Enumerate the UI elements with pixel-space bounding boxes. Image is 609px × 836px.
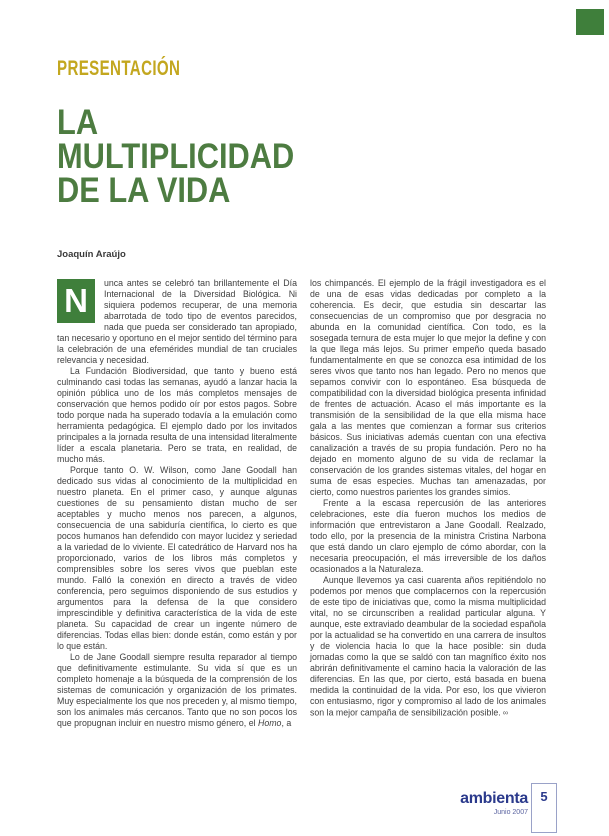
paragraph [57, 278, 297, 366]
body-text: La Fundación Biodiversidad, que tanto y bueno está culminando casi todas las semanas, ayudó a lanzar hacia la opinión pública uno de los más completos mensajes de conservación que hemos podido oír por estos pagos. Sobre todo porque nada ha superado todavía a la emulación como herramienta pedagógica. El ejemplo dado por los invitados principales a la jornada resulta de una intensidad literalmente líder a escala planetaria. Pero se trata, en realidad, de mucho más. [57, 366, 297, 464]
page-number-box [531, 783, 557, 833]
body-text: unca antes se celebró tan brillantemente el Día Internacional de la Diversidad Biológica. Ni siquiera podemos recuperar, de una memoria abarrotada de todo tipo de eventos parecidos, nada que pueda ser considerado tan apropiado, tan necesario y oportuno en el mejor sentido del término para la celebración de una efemérides mundial de tan cruciales relevancia y necesidad. [57, 278, 297, 365]
title-line-2: MULTIPLICIDAD [57, 137, 295, 176]
title-line-1: LA [57, 103, 99, 142]
paragraph [57, 652, 297, 729]
end-of-article-mark: ∞ [502, 708, 509, 717]
paragraph [57, 366, 297, 465]
body-text: Porque tanto O. W. Wilson, como Jane Goodall han dedicado sus vidas al conocimiento de la multiplicidad en nuestro planeta. En el primer caso, y aunque algunas cuestiones de su pensamiento distan mucho de ser aceptables y mucho menos nos parecen, a algunos, consecuencia de una sabiduría científica, lo cierto es que pocos humanos han defendido con mayor lucidez y seriedad a la variedad de lo viviente. El catedrático de Harvard nos ha proporcionado, varios de los libros más completos y comprensibles sobre los seres vivos que pueblan este mundo. Falló la conexión en directo a través de video conferencia, pero seguimos disponiendo de sus estudios y argumentos para la defensa de la que considero imprescindible y definitiva característica de la vida de este planeta. Su capacidad de crear un ingente número de diferencias. Todas ellas bien: donde están, como están y por lo que están. [57, 465, 297, 651]
paragraph [57, 465, 297, 652]
italic-text: Homo [257, 718, 282, 728]
body-text: Frente a la escasa repercusión de las anteriores celebraciones, este día fueron muchos los medios de información que entrevistaron a Jane Goodall. Realzado, todo ello, por la presencia de la ministra Cristina Narbona que está dando un claro ejemplo de cómo abordar, con la necesaria preocupación, el más irreversible de los daños ocasionados a la Naturaleza. [310, 498, 546, 574]
paragraph [310, 498, 546, 575]
footer-magazine-name: ambienta [460, 790, 528, 807]
body-text: , a [281, 718, 292, 728]
body-text: Aunque llevemos ya casi cuarenta años repitiéndolo no podemos por menos que complacernos con la repercusión de este tipo de iniciativas que, como la misma multiplicidad vital, no se circunscriben a realidad particular alguna. Y aunque, este extraviado deambular de la sociedad española por la actualidad se ha convertido en una carrera de insultos y de violencia hacia lo que la hace posible: sin duda jornadas como la que se saldó con tan magnífico éxito nos abrirán definitivamente el camino hacia la valoración de las diferencias. En las que, por cierto, está basada en buena medida la continuidad de la vida. Por eso, los que vivieron con entusiasmo, rigor y compromiso al lado de los animales son la mejor campaña de sensibilización posible. [310, 575, 546, 718]
page-title [57, 103, 295, 210]
page-number: 5 [540, 789, 548, 804]
footer-issue-date: Junio 2007 [493, 809, 528, 816]
body-text: los chimpancés. El ejemplo de la frágil investigadora es el de una de esas vidas dedicadas por completo a la coherencia. Es decir, que estudia sin descartar las consecuencias de un compromiso que por desgracia no abunda en la comunidad científica. Con todo, es la sosegada ternura de esta mujer lo que mejor la define y con la que llega más lejos. Su primer empeño queda basado fundamentalmente en que se conozca esa intimidad de los seres vivos que tanto nos han legado. Pero no menos que sepamos convivir con lo espontáneo. Esa búsqueda de compatibilidad con la diversidad biológica presenta infinidad de frentes de actuación. Acaso el más importante es la transmisión de la sensibilidad de la que ella misma hace gala a las mentes que comienzan a formar sus criterios básicos. Sus iniciativas además cuentan con una efectiva canalización a través de su propia fundación. Pero no ha dejado en momento alguno de su vida de reclamar la conservación de los grandes sistemas vitales, del hogar en suma de esas especies. Muchas tan amenazadas, por cierto, como nuestros parientes los grandes simios. [310, 278, 546, 497]
paragraph [310, 278, 546, 498]
paragraph [310, 575, 546, 719]
article-column-left [57, 278, 297, 729]
section-label: PRESENTACIÓN [57, 57, 181, 80]
title-line-3: DE LA VIDA [57, 171, 231, 210]
corner-marker [576, 9, 604, 35]
author-byline: Joaquín Araújo [57, 249, 126, 260]
dropcap-letter: N [57, 279, 95, 323]
body-text: Lo de Jane Goodall siempre resulta reparador al tiempo que definitivamente estimulante. Su vida sí que es un completo homenaje a la búsqueda de la comprensión de los sistemas de comunicación y organización de los primates. Muy especialmente los que nos preceden y, al mismo tiempo, son los animales más cercanos. Tanto que no son pocos los que propugnan incluir en nuestro mismo género, el [57, 652, 297, 728]
article-column-right [310, 278, 546, 719]
